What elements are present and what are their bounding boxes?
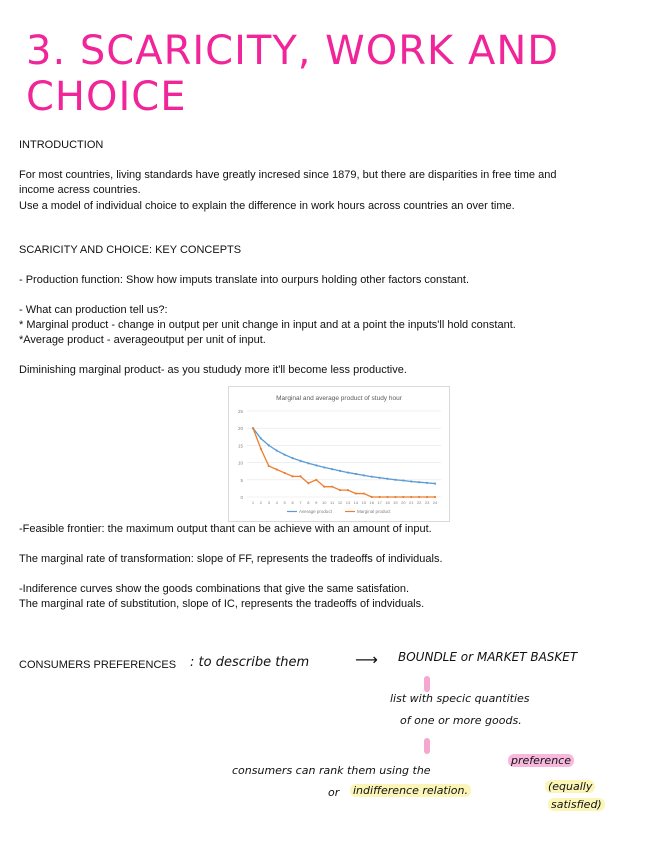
x-tick-label: 13 xyxy=(345,500,351,505)
x-tick-label: 24 xyxy=(432,500,438,505)
data-point xyxy=(268,465,270,467)
hw-or: or xyxy=(328,786,340,799)
x-tick-label: 6 xyxy=(291,500,294,505)
data-point xyxy=(434,482,436,484)
x-tick-label: 19 xyxy=(393,500,398,505)
data-point xyxy=(355,492,357,494)
x-tick-label: 21 xyxy=(409,500,414,505)
x-tick-label: 2 xyxy=(259,500,263,505)
data-point xyxy=(426,496,428,498)
data-point xyxy=(268,444,270,446)
x-tick-label: 20 xyxy=(401,500,406,505)
legend-label: Average product xyxy=(299,509,332,514)
data-point xyxy=(410,496,412,498)
data-point xyxy=(434,496,436,498)
data-point xyxy=(347,489,349,491)
hw-satisfied: satisfied) xyxy=(548,798,605,811)
x-tick-label: 11 xyxy=(330,500,335,505)
x-tick-label: 8 xyxy=(307,500,310,505)
intro-heading: INTRODUCTION xyxy=(19,139,104,151)
concepts-heading: SCARICITY AND CHOICE: KEY CONCEPTS xyxy=(19,244,242,256)
x-tick-label: 5 xyxy=(283,500,286,505)
hw-bundle: BOUNDLE or MARKET BASKET xyxy=(398,650,578,664)
chart-container xyxy=(228,386,450,522)
data-point xyxy=(315,464,317,466)
chart-title: Marginal and average product of study hour xyxy=(276,395,402,402)
data-point xyxy=(379,477,381,479)
data-point xyxy=(386,478,388,480)
x-tick-label: 18 xyxy=(385,500,390,505)
x-tick-label: 7 xyxy=(299,500,302,505)
hw-list-2: of one or more goods. xyxy=(400,714,522,727)
data-point xyxy=(363,492,365,494)
data-point xyxy=(299,460,301,462)
data-point xyxy=(276,468,278,470)
consumers-heading: CONSUMERS PREFERENCES xyxy=(19,659,177,671)
data-point xyxy=(323,466,325,468)
data-point xyxy=(402,496,404,498)
mrt-text: The marginal rate of transformation: slope of FF, represents the tradeoffs of individuals. xyxy=(19,553,443,565)
data-point xyxy=(252,427,254,429)
product-chart xyxy=(229,387,449,521)
y-tick-label: 25 xyxy=(237,409,243,414)
x-tick-label: 12 xyxy=(337,500,343,505)
data-point xyxy=(379,496,381,498)
series-line-0 xyxy=(253,428,435,483)
data-point xyxy=(371,476,373,478)
data-point xyxy=(315,479,317,481)
data-point xyxy=(307,462,309,464)
data-point xyxy=(260,448,262,450)
diminishing-text: Diminishing marginal product- as you stududy more it'll become less productive. xyxy=(19,364,407,376)
data-point xyxy=(299,475,301,477)
y-tick-label: 5 xyxy=(240,477,243,483)
marginal-product-text: * Marginal product - change in output per unit change in input and at a point the inputs'll hold constant. xyxy=(19,319,516,331)
connector-mark xyxy=(424,676,430,692)
data-point xyxy=(331,468,333,470)
data-point xyxy=(386,496,388,498)
page-title: 3. SCARICITY, WORK AND CHOICE xyxy=(26,28,560,120)
x-tick-label: 14 xyxy=(353,500,359,505)
x-tick-label: 1 xyxy=(251,500,255,505)
hw-preference: preference xyxy=(508,754,574,767)
y-tick-label: 20 xyxy=(237,426,243,432)
intro-line-1: For most countries, living standards have greatly incresed since 1879, but there are disparities in free time and xyxy=(19,169,557,181)
data-point xyxy=(371,496,373,498)
data-point xyxy=(323,486,325,488)
data-point xyxy=(284,454,286,456)
legend-label: Marginal product xyxy=(357,509,391,514)
hw-describe: : to describe them xyxy=(190,655,310,670)
x-tick-label: 9 xyxy=(315,500,318,505)
data-point xyxy=(284,472,286,474)
data-point xyxy=(260,437,262,439)
hw-list-1: list with specic quantities xyxy=(390,692,530,705)
data-point xyxy=(347,471,349,473)
x-tick-label: 16 xyxy=(369,500,374,505)
data-point xyxy=(394,496,396,498)
indifference-text: -Indiference curves show the goods combinations that give the same satisfation. xyxy=(19,583,410,595)
data-point xyxy=(339,470,341,472)
data-point xyxy=(276,449,278,451)
what-can-text: - What can production tell us?: xyxy=(19,304,168,316)
data-point xyxy=(355,473,357,475)
intro-line-3: Use a model of individual choice to explain the difference in work hours across countries an over time. xyxy=(19,200,515,212)
hw-equally: (equally xyxy=(545,780,595,793)
intro-line-2: income acress countries. xyxy=(19,184,141,196)
mrs-text: The marginal rate of substitution, slope of IC, represents the tradeoffs of indviduals. xyxy=(19,598,425,610)
data-point xyxy=(291,457,293,459)
data-point xyxy=(339,489,341,491)
x-tick-label: 17 xyxy=(377,500,382,505)
x-tick-label: 4 xyxy=(275,500,278,505)
data-point xyxy=(418,496,420,498)
y-tick-label: 0 xyxy=(240,495,243,500)
y-tick-label: 15 xyxy=(237,443,243,449)
data-point xyxy=(402,479,404,481)
data-point xyxy=(331,486,333,488)
feasible-frontier-text: -Feasible frontier: the maximum output thant can be achieve with an amount of input. xyxy=(19,523,432,535)
x-tick-label: 22 xyxy=(416,500,422,505)
connector-mark xyxy=(424,738,430,754)
x-tick-label: 10 xyxy=(321,500,327,505)
y-tick-label: 10 xyxy=(237,460,243,466)
data-point xyxy=(291,475,293,477)
production-function-text: - Production function: Show how imputs translate into ourpurs holding other factors constant. xyxy=(19,274,470,286)
data-point xyxy=(410,480,412,482)
x-tick-label: 3 xyxy=(267,500,270,505)
arrow-icon: ⟶ xyxy=(355,650,378,669)
x-tick-label: 23 xyxy=(424,500,430,505)
data-point xyxy=(418,481,420,483)
data-point xyxy=(307,482,309,484)
hw-rank: consumers can rank them using the xyxy=(232,764,431,777)
data-point xyxy=(363,474,365,476)
hw-indifference: indifference relation. xyxy=(350,784,471,797)
average-product-text: *Average product - averageoutput per unit of input. xyxy=(19,334,266,346)
data-point xyxy=(426,482,428,484)
x-tick-label: 15 xyxy=(361,500,367,505)
data-point xyxy=(394,479,396,481)
